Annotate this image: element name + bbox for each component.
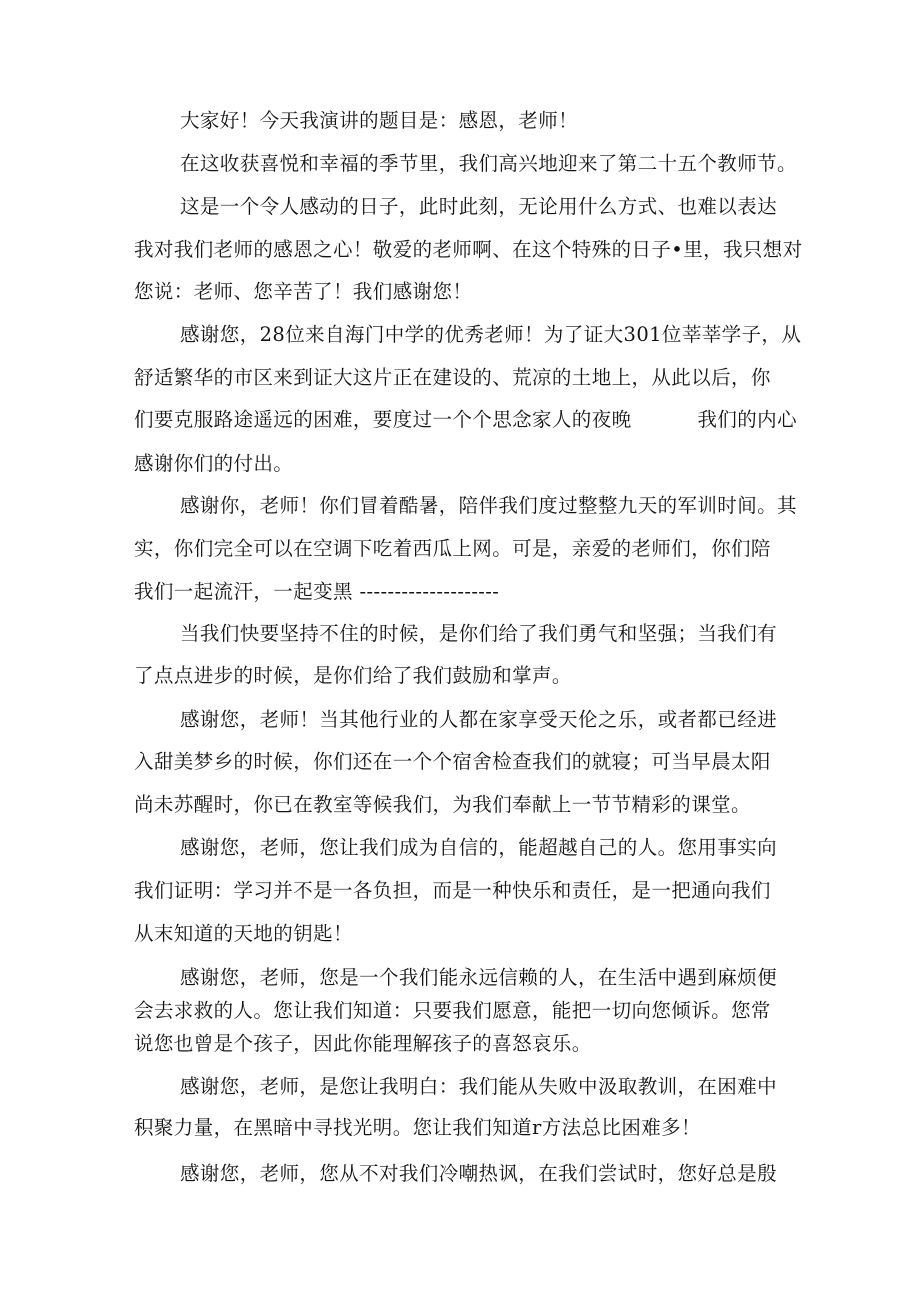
text-line-20: 从末知道的天地的钥匙！ — [134, 922, 353, 945]
text-line-17: 尚未苏醒时，你已在教室等候我们，为我们奉献上一节节精彩的课堂。 — [134, 793, 751, 816]
text-line-6: 感谢您，28位来自海门中学的优秀老师！为了证大301位莘莘学子，从 — [180, 323, 802, 346]
text-line-8: 们要克服路途遥远的困难，要度过一个个思念家人的夜晚 我们的内心 — [134, 408, 797, 431]
text-line-25: 积聚力量，在黑暗中寻找光明。您让我们知道r方法总比困难多！ — [134, 1116, 701, 1139]
text-line-24: 感谢您，老师，是您让我明白：我们能从失败中汲取教训，在困难中 — [180, 1075, 778, 1098]
text-line-16: 入甜美梦乡的时候，你们还在一个个宿舍检查我们的就寝；可当早晨太阳 — [134, 750, 771, 773]
text-line-14: 了点点进步的时候，是你们给了我们鼓励和掌声。 — [134, 664, 572, 687]
text-line-4: 我对我们老师的感恩之心！敬爱的老师啊、在这个特殊的日子•里，我只想对 — [134, 238, 803, 261]
text-line-2: 在这收获喜悦和幸福的季节里，我们高兴地迎来了第二十五个教师节。 — [180, 152, 797, 175]
text-line-7: 舒适繁华的市区来到证大这片正在建设的、荒凉的土地上，从此以后，你 — [134, 366, 771, 389]
text-line-22: 会去求救的人。您让我们知道：只要我们愿意，能把一切向您倾诉。您常 — [134, 999, 771, 1022]
text-line-18: 感谢您，老师，您让我们成为自信的，能超越自己的人。您用事实向 — [180, 836, 778, 859]
text-line-12: 我们一起流汗，一起变黑 -------------------- — [134, 580, 500, 603]
text-line-23: 说您也曾是个孩子，因此你能理解孩子的喜怒哀乐。 — [134, 1032, 592, 1055]
text-line-5: 您说：老师、您辛苦了！我们感谢您！ — [134, 280, 473, 303]
text-line-10: 感谢你，老师！你们冒着酷暑，陪伴我们度过整整九天的军训时间。其 — [180, 494, 797, 517]
text-line-19: 我们证明：学习并不是一各负担，而是一种快乐和责任，是一把通向我们 — [134, 879, 771, 902]
text-line-9: 感谢你们的付出。 — [134, 452, 294, 475]
text-line-26: 感谢您，老师，您从不对我们冷嘲热讽，在我们尝试时，您好总是殷 — [180, 1162, 778, 1185]
text-line-21: 感谢您，老师，您是一个我们能永远信赖的人，在生活中遇到麻烦便 — [180, 966, 778, 989]
text-line-11: 实，你们完全可以在空调下吃着西瓜上网。可是，亲爱的老师们，你们陪 — [134, 537, 771, 560]
text-line-13: 当我们快要坚持不住的时候，是你们给了我们勇气和坚强；当我们有 — [180, 622, 778, 645]
text-line-15: 感谢您，老师！当其他行业的人都在家享受天伦之乐，或者都已经进 — [180, 708, 778, 731]
text-line-3: 这是一个令人感动的日子，此时此刻，无论用什么方式、也难以表达 — [180, 195, 778, 218]
text-line-1: 大家好！今天我演讲的题目是：感恩，老师！ — [180, 109, 579, 132]
